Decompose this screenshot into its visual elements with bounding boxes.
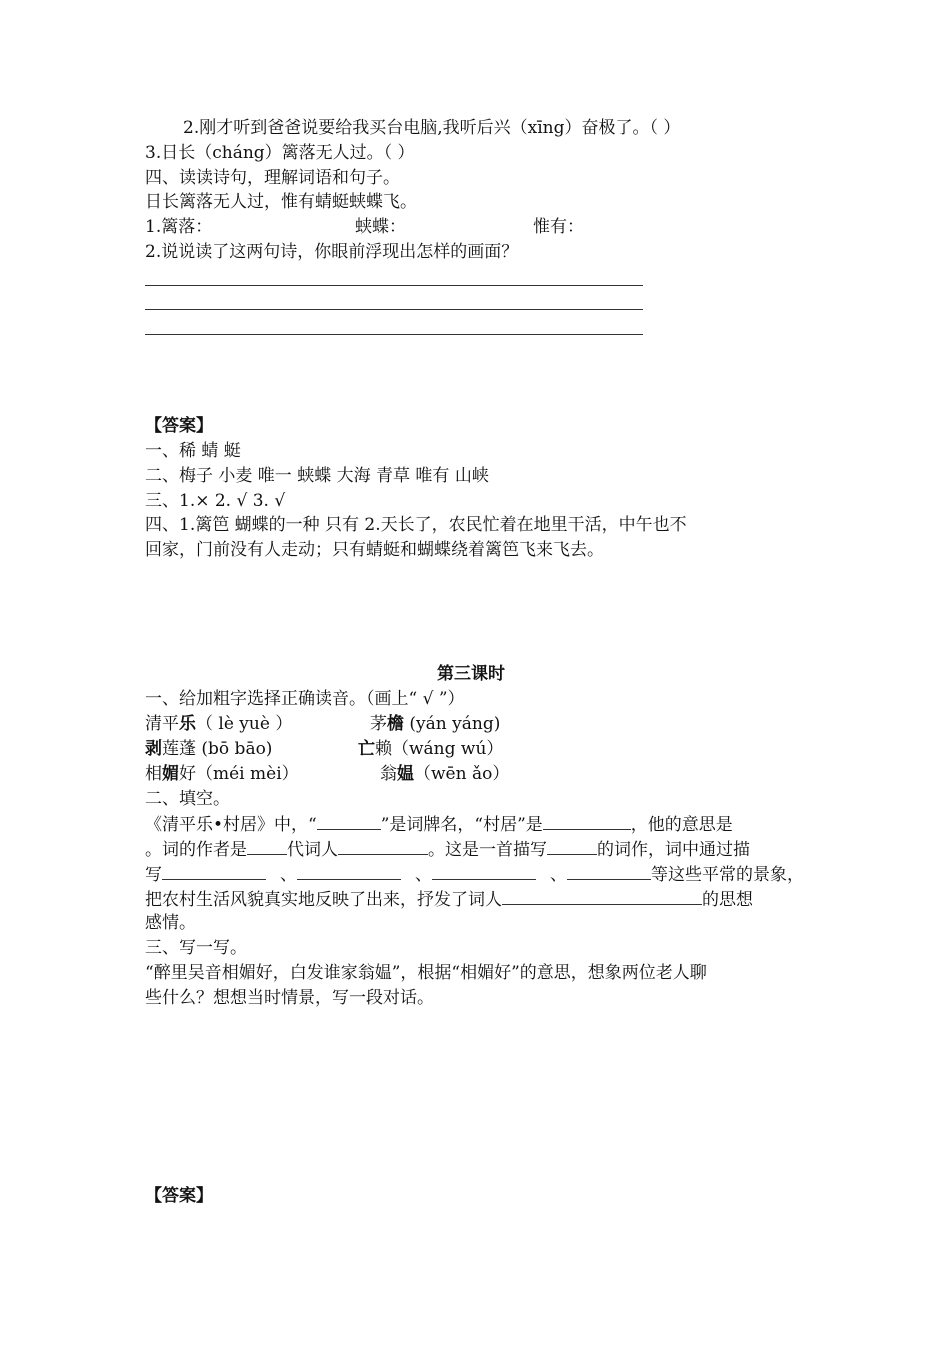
word-qingpingle: 清平乐（ lè yuè ） bbox=[145, 714, 293, 734]
vocab-weiyou: 惟有： bbox=[533, 217, 584, 237]
fill-blank-cipai[interactable] bbox=[317, 812, 381, 830]
pinyin-row-1 bbox=[145, 712, 545, 736]
section-4-title: 四、读读诗句，理解词语和句子。 bbox=[145, 168, 400, 188]
fill-line-3: 写 、 、 、 等这些平常的景象， bbox=[145, 862, 804, 887]
fill-line-2: 。词的作者是 代词人 。这是一首描写 的词作，词中通过描 bbox=[145, 837, 750, 862]
vocab-liluo: 1.篱落： bbox=[145, 217, 213, 237]
pinyin-choice-bo[interactable]: (bō bāo) bbox=[196, 739, 273, 759]
fill-blank-scene-4[interactable] bbox=[567, 862, 651, 880]
section-1-title: 一、给加粗字选择正确读音。（画上“ √ ”） bbox=[145, 689, 465, 709]
section-3-title: 三、写一写。 bbox=[145, 938, 247, 958]
answer-3: 三、1.× 2. √ 3. √ bbox=[145, 491, 286, 511]
vocab-jiadie: 蛱蝶： bbox=[355, 217, 406, 237]
answer-4-line-1: 四、1.篱笆 蝴蝶的一种 只有 2.天长了，农民忙着在地里干活，中午也不 bbox=[145, 515, 687, 535]
section-2-title: 二、填空。 bbox=[145, 789, 230, 809]
fill-line-1: 《清平乐•村居》中，“ ”是词牌名，“村居”是 ，他的意思是 bbox=[145, 812, 733, 837]
fill-blank-scene-1[interactable] bbox=[162, 862, 266, 880]
poem-line: 日长篱落无人过，惟有蜻蜓蛱蝶飞。 bbox=[145, 192, 417, 212]
answer-line-2[interactable] bbox=[145, 309, 643, 310]
fill-blank-emotion[interactable] bbox=[502, 887, 702, 905]
word-wulai: 亡赖（wáng wú） bbox=[358, 739, 504, 759]
word-wengao: 翁媪（wēn ǎo） bbox=[380, 764, 510, 784]
answer-2: 二、梅子 小麦 唯一 蛱蝶 大海 青草 唯有 山峡 bbox=[145, 466, 489, 486]
word-maoyan: 茅檐 (yán yáng) bbox=[370, 714, 501, 734]
answer-1: 一、稀 蜻 蜓 bbox=[145, 441, 241, 461]
answer-line-3[interactable] bbox=[145, 334, 643, 335]
fill-blank-dynasty[interactable] bbox=[247, 837, 287, 855]
question-3: 3.日长（cháng）篱落无人过。（ ） bbox=[145, 143, 415, 163]
answer-line-1[interactable] bbox=[145, 285, 643, 286]
picture-question: 2.说说读了这两句诗，你眼前浮现出怎样的画面？ bbox=[145, 242, 519, 262]
word-bolianpeng: 剥莲蓬 (bō bāo) bbox=[145, 739, 273, 759]
fill-blank-theme[interactable] bbox=[547, 837, 597, 855]
lesson-3-title: 第三课时 bbox=[437, 664, 505, 684]
answer-heading: 【答案】 bbox=[145, 416, 213, 436]
pinyin-choice-wu[interactable]: （wáng wú） bbox=[392, 739, 504, 759]
fill-blank-scene-2[interactable] bbox=[297, 862, 401, 880]
pinyin-choice-mei[interactable]: （méi mèi） bbox=[196, 764, 299, 784]
word-xiangmeihao: 相媚好（méi mèi） bbox=[145, 764, 299, 784]
fill-blank-cunju[interactable] bbox=[543, 812, 631, 830]
question-2: 2.刚才听到爸爸说要给我买台电脑,我听后兴（xīng）奋极了。（ ） bbox=[183, 118, 681, 138]
pinyin-row-2 bbox=[145, 737, 545, 761]
pinyin-choice-yan[interactable]: (yán yáng) bbox=[404, 714, 501, 734]
pinyin-choice-ao[interactable]: （wēn ǎo） bbox=[414, 764, 510, 784]
fill-line-4: 把农村生活风貌真实地反映了出来，抒发了词人 的思想 bbox=[145, 887, 753, 912]
writing-prompt-line-2: 些什么？想想当时情景，写一段对话。 bbox=[145, 988, 434, 1008]
vocab-question-1 bbox=[145, 215, 665, 239]
writing-prompt-line-1: “醉里吴音相媚好，白发谁家翁媪”，根据“相媚好”的意思，想象两位老人聊 bbox=[145, 963, 707, 983]
fill-line-5: 感情。 bbox=[145, 913, 196, 933]
fill-blank-scene-3[interactable] bbox=[432, 862, 536, 880]
pinyin-choice-le[interactable]: （ lè yuè ） bbox=[196, 714, 293, 734]
pinyin-row-3 bbox=[145, 762, 545, 786]
fill-blank-author[interactable] bbox=[338, 837, 428, 855]
answer-4-line-2: 回家，门前没有人走动；只有蜻蜓和蝴蝶绕着篱笆飞来飞去。 bbox=[145, 540, 604, 560]
answer-heading-2: 【答案】 bbox=[145, 1186, 213, 1206]
